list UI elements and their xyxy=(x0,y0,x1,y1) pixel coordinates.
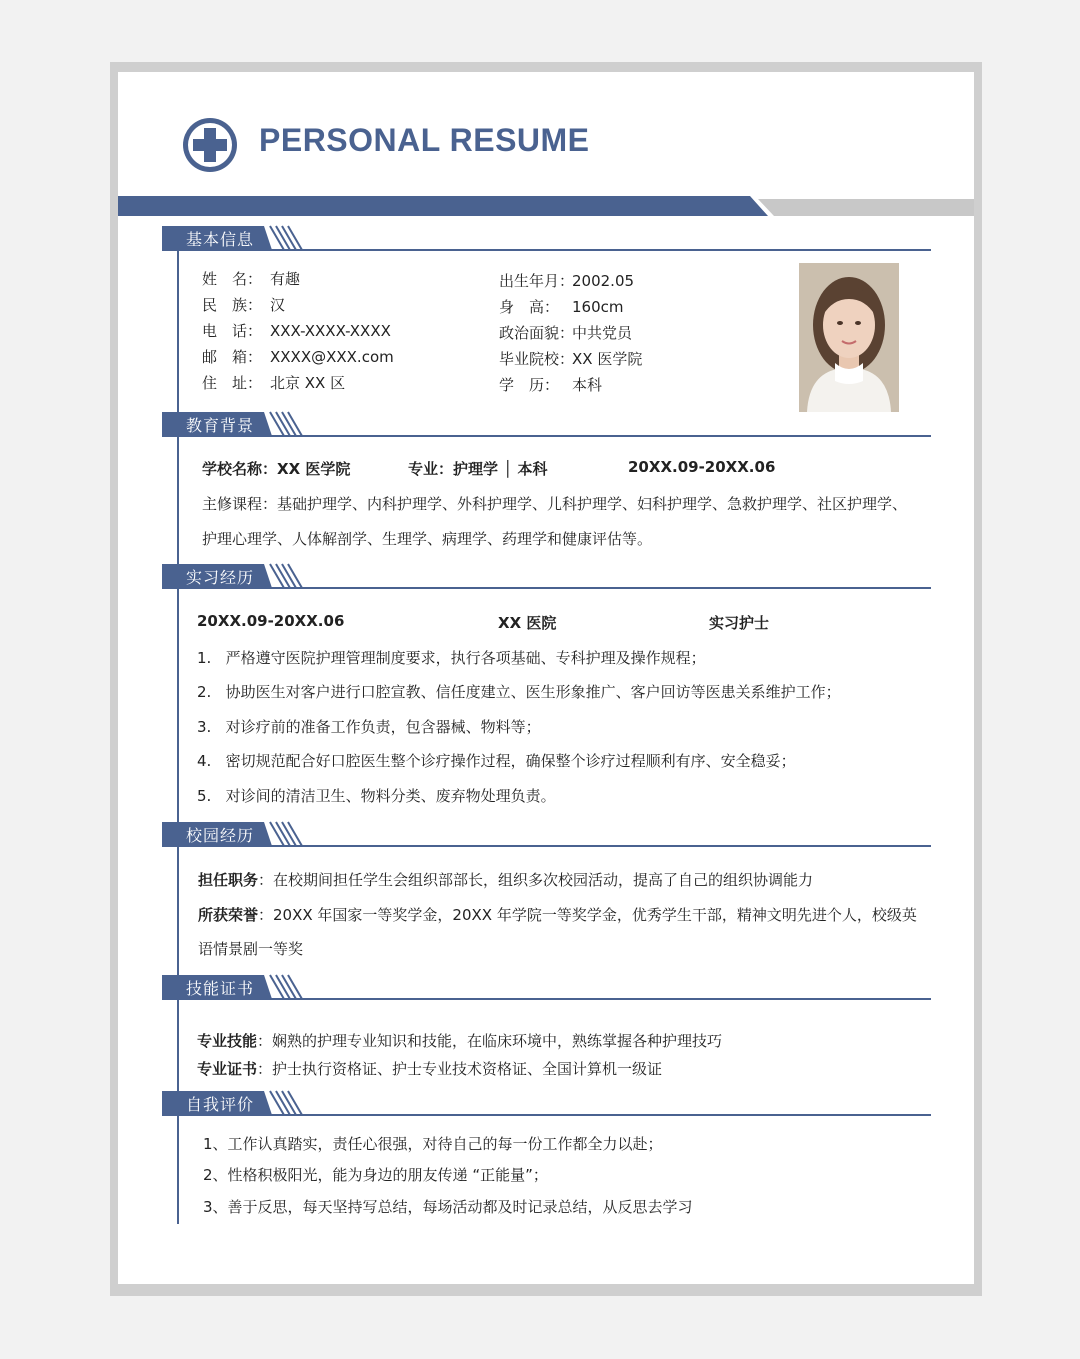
section-title: 实习经历 xyxy=(186,568,255,587)
info-degree: 学 历： 本科 xyxy=(499,376,603,394)
section-header-skills xyxy=(162,973,931,1001)
info-school: 毕业院校：XX 医学院 xyxy=(499,350,643,368)
timeline-line xyxy=(177,236,179,1224)
edu-period: 20XX.09-20XX.06 xyxy=(628,458,776,476)
info-ethnicity: 民 族： 汉 xyxy=(202,296,286,314)
intern-role: 实习护士 xyxy=(709,614,770,632)
campus-honor-line1: 所获荣誉：20XX 年国家一等奖学金，20XX 年学院一等奖学金，优秀学生干部，精神文明先进个人，校级英 xyxy=(198,906,917,924)
skills-skill: 专业技能：娴熟的护理专业知识和技能，在临床环境中，熟练掌握各种护理技巧 xyxy=(197,1032,723,1050)
header-banner xyxy=(118,196,974,220)
info-name: 姓 名： 有趣 xyxy=(202,270,301,288)
intern-item: 2. 协助医生对客户进行口腔宣教、信任度建立、医生形象推广、客户回访等医患关系维护工作； xyxy=(197,683,841,701)
resume-title: PERSONAL RESUME xyxy=(259,122,590,158)
resume-page xyxy=(118,72,974,1284)
edu-courses-line2: 护理心理学、人体解剖学、生理学、病理学、药理学和健康评估等。 xyxy=(202,530,653,548)
campus-duty: 担任职务：在校期间担任学生会组织部部长，组织多次校园活动，提高了自己的组织协调能力 xyxy=(198,871,814,889)
info-phone: 电 话： XXX-XXXX-XXXX xyxy=(202,322,391,340)
self-eval-item: 1、工作认真踏实，责任心很强，对待自己的每一份工作都全力以赴； xyxy=(203,1135,663,1153)
section-header-internship xyxy=(162,562,931,590)
section-title: 校园经历 xyxy=(186,826,255,845)
medical-cross-icon xyxy=(183,118,237,172)
section-header-basic xyxy=(162,224,931,252)
section-header-self xyxy=(162,1089,931,1117)
section-header-campus xyxy=(162,820,931,848)
info-political: 政治面貌：中共党员 xyxy=(499,324,633,342)
edu-school: 学校名称：XX 医学院 xyxy=(202,460,351,478)
edu-courses-line1: 主修课程：基础护理学、内科护理学、外科护理学、儿科护理学、妇科护理学、急救护理学、社区护理学、 xyxy=(202,495,908,513)
intern-org: XX 医院 xyxy=(498,614,557,632)
info-birth: 出生年月：2002.05 xyxy=(499,272,635,290)
intern-period: 20XX.09-20XX.06 xyxy=(197,612,345,630)
info-address: 住 址： 北京 XX 区 xyxy=(202,374,346,392)
intern-item: 1. 严格遵守医院护理管理制度要求，执行各项基础、专科护理及操作规程； xyxy=(197,649,706,667)
intern-item: 5. 对诊间的清洁卫生、物料分类、废弃物处理负责。 xyxy=(197,787,556,805)
intern-item: 4. 密切规范配合好口腔医生整个诊疗操作过程，确保整个诊疗过程顺利有序、安全稳妥； xyxy=(197,752,796,770)
self-eval-item: 3、善于反思，每天坚持写总结，每场活动都及时记录总结，从反思去学习 xyxy=(203,1198,693,1216)
intern-item: 3. 对诊疗前的准备工作负责，包含器械、物料等； xyxy=(197,718,541,736)
section-title: 基本信息 xyxy=(186,230,255,249)
section-title: 教育背景 xyxy=(186,416,255,435)
campus-honor-line2: 语情景剧一等奖 xyxy=(198,940,304,958)
section-title: 技能证书 xyxy=(186,979,255,998)
self-eval-item: 2、性格积极阳光，能为身边的朋友传递 “正能量”； xyxy=(203,1166,548,1184)
section-title: 自我评价 xyxy=(186,1095,255,1114)
profile-photo xyxy=(799,263,899,412)
skills-cert: 专业证书：护士执行资格证、护士专业技术资格证、全国计算机一级证 xyxy=(197,1060,663,1078)
section-header-education xyxy=(162,410,931,438)
edu-major: 专业：护理学 │ 本科 xyxy=(408,460,548,478)
info-height: 身 高： 160cm xyxy=(499,298,624,316)
info-email: 邮 箱： XXXX@XXX.com xyxy=(202,348,394,366)
